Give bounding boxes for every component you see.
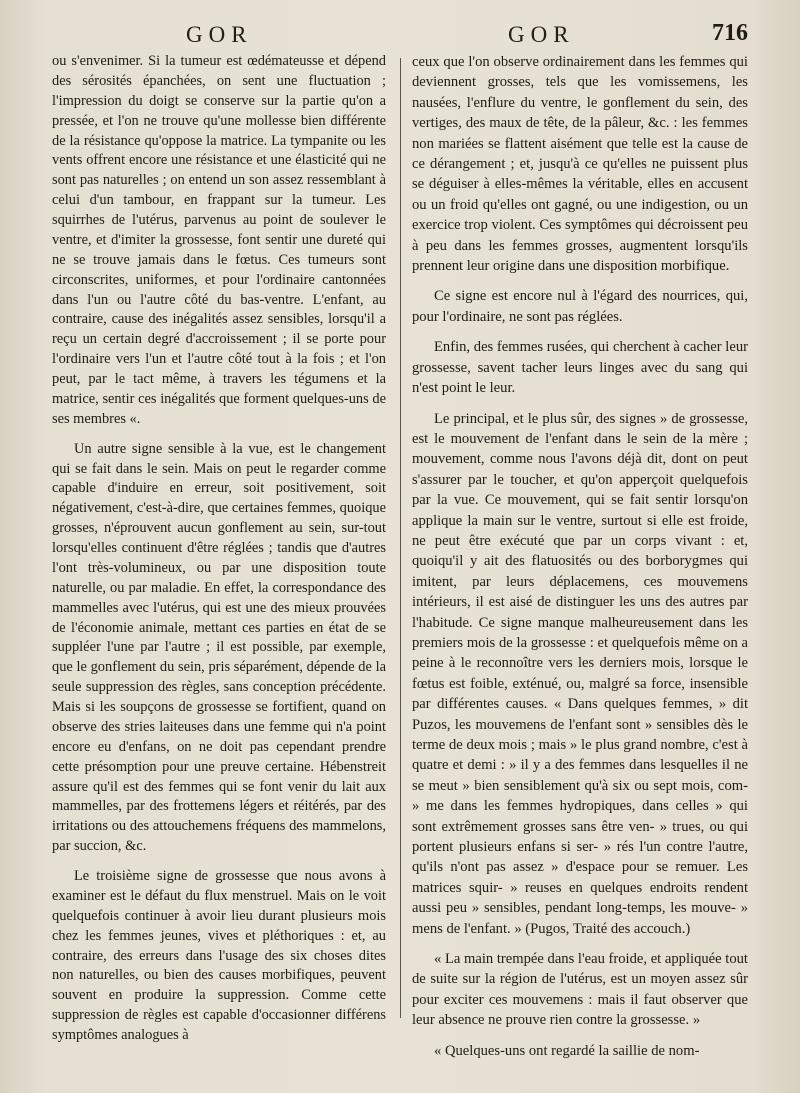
paragraph: « La main trempée dans l'eau froide, et appliquée tout de suite sur la région de l'utérus, est un moyen assez sûr pour exciter ces mouvemens : mais il faut observer que leur absence ne prouve rien contre la grossesse. » (412, 951, 748, 1029)
paragraph: Ce signe est encore nul à l'égard des nourrices, qui, pour l'ordinaire, ne sont pas réglées. (412, 288, 748, 325)
paragraph: Enfin, des femmes rusées, qui cherchent à cacher leur grossesse, savent tacher leurs linges avec du sang qui n'est point le leur. (412, 339, 748, 397)
column-divider (400, 58, 401, 1018)
quoted-block: ou s'envenimer. Si la tumeur est œdémateusse et dépend des sérosités épanchées, on sent une fluctuation ; l'impression du doigt se conserve sur la partie qu'on a pressée, et l'on ne trouve qu'une mollesse bien différente de la résistance qu'oppose la matrice. La tympanite ou les vents offrent encore une résistance et une élasticité qui ne sont pas naturelles ; on entend un son assez ressemblant à celui d'un tambour, en frappant sur la tumeur. Les squirrhes de l'utérus, parvenus au point de soulever le ventre, et d'imiter la grossesse, font sentir une dureté qui ne se trouve jamais dans le fœtus. Ces tumeurs sont circonscrites, uniformes, et pour l'ordinaire cantonnées dans l'un ou l'autre côté du bas-ventre. L'enfant, au contraire, cause des inégalités assez sensibles, lorsqu'il a reçu un certain degré d'accroissement ; il se porte pour l'ordinaire vers l'un et l'autre côté tout à la fois ; et l'on peut, par le tact même, à travers les tégumens et la matrice, sentir ces inégalités que forment quelques-uns de ses membres «. (52, 53, 386, 427)
paragraph: Un autre signe sensible à la vue, est le changement qui se fait dans le sein. Mais on peut le regarder comme capable d'induire en erreur, soit positivement, soit négativement, c'est-à-dire, que certaines femmes, quoique grosses, n'éprouvent aucun gonflement au sein, sur-tout lorsqu'elles continuent d'être réglées ; tandis que d'autres l'ont très-volumineux, ou par une disposition toute naturelle, ou par maladie. En effet, la correspondance des mammelles avec l'utérus, qui est une des mieux prouvées de l'économie animale, mettant ces parties en état de se suppléer l'une par l'autre ; il est possible, par exemple, que le gonflement du sein, pris séparément, dépende de la seule suppression des règles, sans conception précédente. Mais si les soupçons de grossesse se fortifient, quand on observe des stries laiteuses dans une femme qui n'a point encore eu d'enfans, on ne doit pas cependant prendre cette présomption pour une preuve certaine. Hébenstreit assure qu'il est des femmes qui se font venir du lait aux mammelles, par des frottemens légers et réitérés, par des irritations ou des attouchemens fréquens des mammelons, par succion, &c. (52, 440, 386, 855)
running-head-left: GOR (186, 22, 253, 47)
paragraph: Le principal, et le plus sûr, des signes » de grossesse, est le mouvement de l'enfant dans le sein de la mère ; mouvement, comme nous l'avons déjà dit, dont on peut s'assurer par le toucher, et qu'on apperçoit quelquefois par la vue. Ce mouvement, qui se fait sentir lorsqu'on applique la main sur le ventre, surtout si elle est froide, ne peut être exécuté que par un corps vivant : et, quoiqu'il y ait des flatuosités ou des borborygmes qui imitent, par leurs déplacemens, ces mouvemens intérieurs, il est aisé de distinguer les uns des autres par l'habitude. Ce signe manque malheureusement dans les premiers mois de la grossesse : et quelquefois même on a peine à le reconnoître vers les derniers mois, lorsque le fœtus est foible, exténué, ou, malgré sa force, insensible par différentes causes. « Dans quelques femmes, » dit Puzos, les mouvemens de l'enfant sont » sensibles dès le terme de deux mois ; mais » le plus grand nombre, c'est à quatre et demi : » il y a des femmes dans lesquelles il ne se meut » bien sensiblement qu'à six ou sept mois, com- » me dans les femmes hydropiques, dans celles » qui sont extrêmement grosses sans être ven- » trues, ou qui portent plusieurs enfans si ser- » rés l'un contre l'autre, qu'ils n'ont pas assez » d'espace pour se remuer. Les matrices squir- » reuses en quelques endroits rendent aussi peu » sensibles, pendant long-temps, les mouve- » mens de l'enfant. » (Pugos, Traité des accouch.) (412, 410, 748, 937)
page-number: 716 (712, 20, 748, 46)
right-column (412, 52, 748, 1071)
paragraph: Le troisième signe de grossesse que nous avons à examiner est le défaut du flux menstruel. Mais on le voit quelquefois continuer à avoir lieu durant plusieurs mois chez les femmes jeunes, vives et pléthoriques : et, au contraire, des erreurs dans l'usage des six choses dites non naturelles, ou bien des causes morbifiques, peuvent souvent en produire la suppression. Comme cette suppression de règles est capable d'occasionner différens symptômes analogues à (52, 868, 386, 1043)
paragraph: ceux que l'on observe ordinairement dans les femmes qui deviennent grosses, tels que les vomissemens, les nausées, l'enflure du ventre, le gonflement du sein, des vertiges, des maux de tête, de la pâleur, &c. : les femmes non mariées se flattent aisément que telle est la cause de ce dérangement ; et, jusqu'à ce qu'elles ne puissent plus se déguiser à elles-mêmes la véritable, elles en accusent ou un froid qu'elles ont gagné, ou une indigestion, ou un exercice trop violent. Ces symptômes qui décroissent peu à peu dans les femmes grosses, augmentent lorsqu'ils prennent leur origine dans une disposition morbifique. (412, 54, 748, 275)
left-column (52, 52, 386, 1056)
paragraph: « Quelques-uns ont regardé la saillie de nom- (434, 1042, 700, 1059)
running-head-right: GOR (508, 22, 575, 47)
